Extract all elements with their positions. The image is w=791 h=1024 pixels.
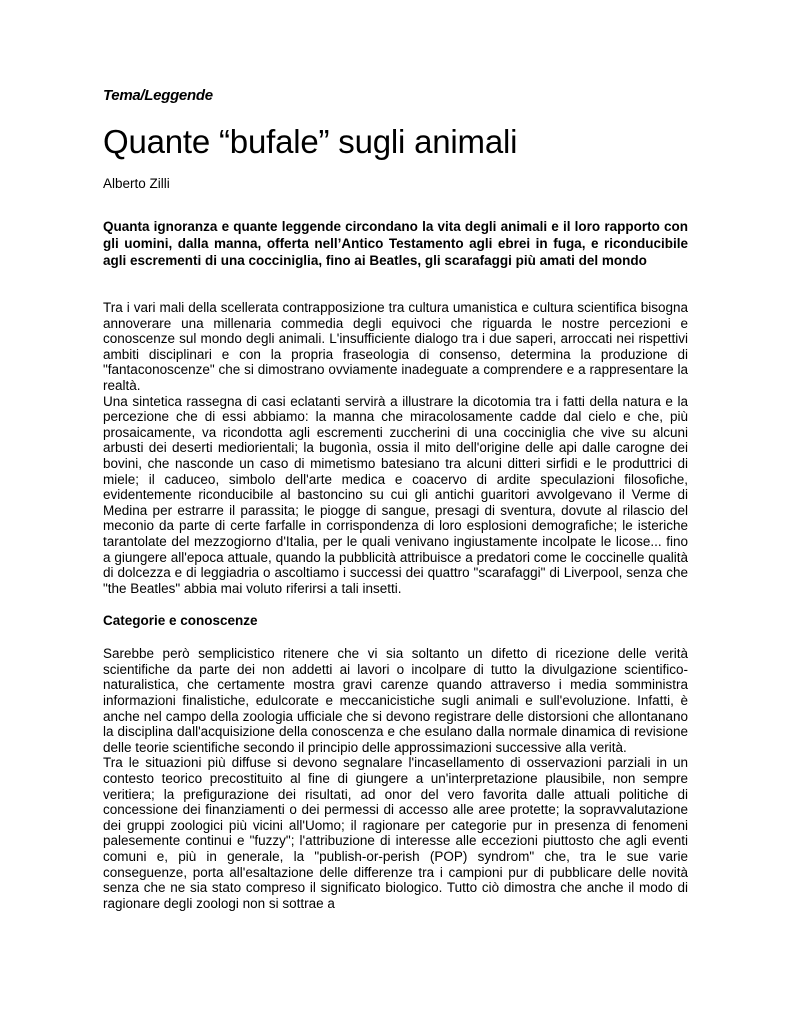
section-tag: Tema/Leggende <box>103 87 213 104</box>
body-paragraph: Tra le situazioni più diffuse si devono segnalare l'incasellamento di osservazioni parziali in un contesto teorico precostituito al fine di giungere a un'interpretazione plausibile, non sempre veritiera; la prefigurazione dei risultati, ad onor del vero favorita dalle attuali politiche di concessione dei finanziamenti o dei permessi di accesso alle aree protette; la sopravvalutazione dei gruppi zoologici più vicini all'Uomo; il ragionare per categorie pur in presenza di fenomeni palesemente continui e "fuzzy"; l'attribuzione di interesse alle eccezioni piuttosto che agli eventi comuni e, più in generale, la "publish-or-perish (POP) syndrom" che, tra le sue varie conseguenze, porta all'esaltazione delle differenze tra i campioni pur di pubblicare delle novità senza che ne sia stato compreso il significato biologico. Tutto ciò dimostra che anche il modo di ragionare degli zoologi non si sottrae a <box>103 755 688 911</box>
body-paragraph: Tra i vari mali della scellerata contrapposizione tra cultura umanistica e cultura scientifica bisogna annoverare una millenaria commedia degli equivoci che riguarda le nostre percezioni e conoscenze sul mondo degli animali. L'insufficiente dialogo tra i due saperi, arroccati nei rispettivi ambiti disciplinari e con la propria fraseologia di consenso, determina la produzione di "fantaconoscenze" che si dimostrano ovviamente inadeguate a comprendere e a rappresentare la realtà. <box>103 300 688 393</box>
article <box>103 86 688 911</box>
lead-paragraph: Quanta ignoranza e quante leggende circondano la vita degli animali e il loro rapporto con gli uomini, dalla manna, offerta nell’Antico Testamento agli ebrei in fuga, e riconducibile agli escrementi di una cocciniglia, fino ai Beatles, gli scarafaggi più amati del mondo <box>103 219 688 268</box>
article-title: Quante “bufale” sugli animali <box>103 123 518 160</box>
section-heading: Categorie e conoscenze <box>103 613 258 629</box>
author-name: Alberto Zilli <box>103 176 170 191</box>
categorie-section <box>103 646 688 911</box>
body-paragraph: Una sintetica rassegna di casi eclatanti servirà a illustrare la dicotomia tra i fatti della natura e la percezione che di essi abbiamo: la manna che miracolosamente cadde dal cielo e che, più prosaicamente, va ricondotta agli escrementi zuccherini di una cocciniglia che vive su alcuni arbusti dei deserti mediorientali; la bugonìa, ossia il mito dell'origine delle api dalle carogne dei bovini, che nasconde un caso di mimetismo batesiano tra alcuni ditteri sirfidi e le produttrici di miele; il caduceo, simbolo dell'arte medica e coacervo di ardite speculazioni filosofiche, evidentemente riconducibile al bastoncino su cui gli antichi guaritori avvolgevano il Verme di Medina per estrarre il parassita; le piogge di sangue, presagi di sventura, dovute al rilascio del meconio da parte di certe farfalle in corrispondenza di loro esplosioni demografiche; le isteriche tarantolate del mezzogiorno d'Italia, per le quali venivano ingiustamente incolpate le licose... fino a giungere all'epoca attuale, quando la pubblicità attribuisce a predatori come le coccinelle qualità di dolcezza e di leggiadria o ascoltiamo i successi dei quattro "scarafaggi" di Liverpool, senza che "the Beatles" abbia mai voluto riferirsi a tali insetti. <box>103 393 688 596</box>
body-paragraph: Sarebbe però semplicistico ritenere che vi sia soltanto un difetto di ricezione delle verità scientifiche da parte dei non addetti ai lavori o incolpare di tutto la divulgazione scientifico-naturalistica, che certamente mostra gravi carenze quando attraverso i media somministra informazioni finalistiche, edulcorate e meccanicistiche sugli animali e sull'evoluzione. Infatti, è anche nel campo della zoologia ufficiale che si devono registrare delle distorsioni che allontanano la disciplina dall'acquisizione della conoscenza e che esulano dalla normale dinamica di revisione delle teorie scientifiche secondo il principio delle approssimazioni successive alla verità. <box>103 646 688 755</box>
intro-section <box>103 300 688 596</box>
